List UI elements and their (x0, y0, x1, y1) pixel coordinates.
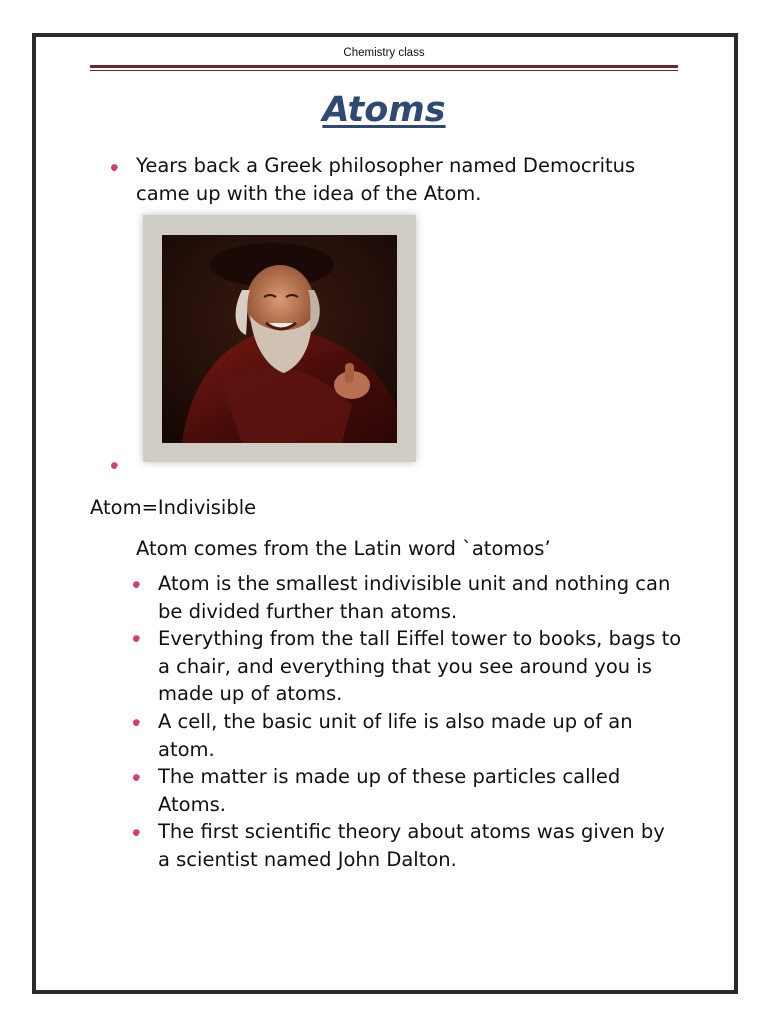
democritus-portrait-icon (162, 235, 397, 443)
intro-item: Years back a Greek philosopher named Democritus came up with the idea of the Atom. (136, 154, 636, 205)
header-rule (90, 65, 678, 68)
swirl-bullet-icon (130, 580, 141, 591)
list-item: The first scientific theory about atoms was given by a scientist named John Dalton. (158, 820, 665, 871)
list-item: Atom is the smallest indivisible unit and nothing can be divided further than atoms. (158, 572, 671, 623)
swirl-bullet-icon (108, 461, 119, 472)
definition-text: Atom=Indivisible (90, 496, 257, 519)
list-item: Everything from the tall Eiffel tower to books, bags to a chair, and everything that you see around you is made up of atoms. (158, 627, 682, 705)
running-header: Chemistry class (343, 47, 425, 59)
swirl-bullet-icon (130, 718, 141, 729)
list-item: A cell, the basic unit of life is also made up of an atom. (158, 710, 633, 761)
page-title: Atoms (322, 90, 446, 130)
swirl-bullet-icon (108, 163, 119, 174)
swirl-bullet-icon (130, 773, 141, 784)
etymology-text: Atom comes from the Latin word `atomos’ (136, 537, 551, 560)
swirl-bullet-icon (130, 828, 141, 839)
list-item: The matter is made up of these particles called Atoms. (158, 765, 621, 816)
portrait-frame (143, 215, 416, 462)
swirl-bullet-icon (130, 634, 141, 645)
header-rule-thin (90, 70, 678, 71)
